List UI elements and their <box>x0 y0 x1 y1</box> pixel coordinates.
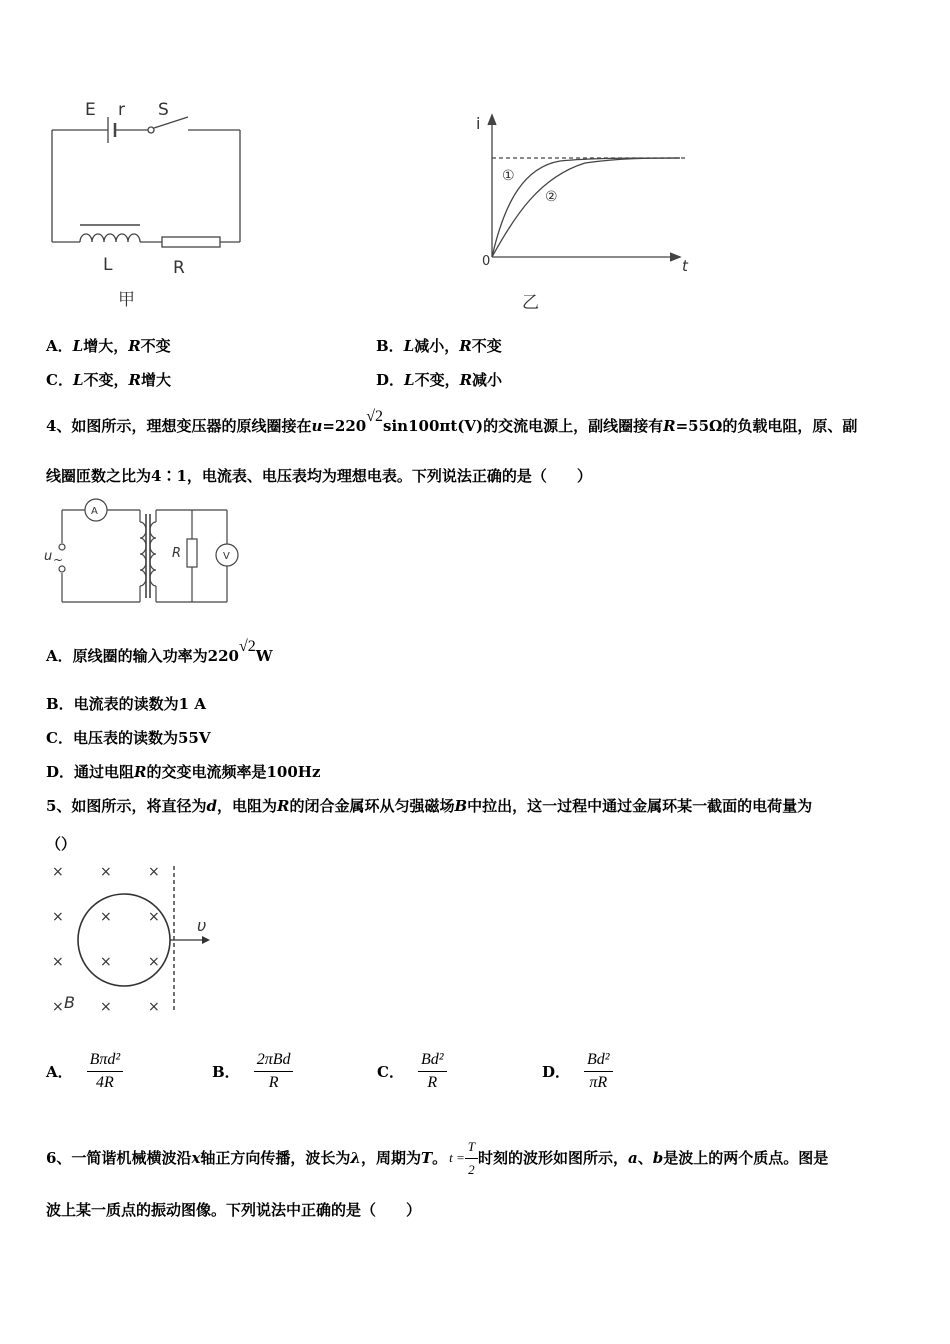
var: L <box>72 371 84 389</box>
time-equation: t = <box>449 1150 465 1165</box>
q6-stem-line1 <box>46 1136 828 1180</box>
sqrt-two: √2 <box>366 408 384 425</box>
q5-option-c[interactable] <box>377 1050 447 1093</box>
numerator: Bd² <box>584 1050 613 1072</box>
curve1-label: ① <box>502 168 515 184</box>
text: 是波上的两个质点。图是 <box>663 1149 829 1167</box>
option-letter: A． <box>46 337 73 355</box>
q4-option-b[interactable]: B．电流表的读数为1 A <box>46 695 206 713</box>
text: 时刻的波形如图所示， <box>478 1149 629 1167</box>
text: 轴正方向传播，波长为 <box>200 1149 351 1167</box>
field-cross: × <box>100 909 112 925</box>
text: 中拉出，这一过程中通过金属环某一截面的电荷量为 <box>467 797 813 815</box>
option-letter: D． <box>376 371 405 389</box>
fraction <box>254 1050 294 1093</box>
var: R <box>276 797 290 815</box>
caption-jia: 甲 <box>118 290 135 310</box>
q6-stem-line2: 波上某一质点的振动图像。下列说法中正确的是（ ） <box>46 1201 422 1219</box>
var: u <box>311 417 323 435</box>
option-letter: D． <box>542 1062 571 1081</box>
numerator: 2πBd <box>254 1050 294 1072</box>
option-text: 不变 <box>140 337 171 355</box>
axis-label-i: i <box>476 114 481 133</box>
q3-option-a[interactable] <box>46 336 171 356</box>
var: λ <box>350 1149 361 1167</box>
q4-option-a[interactable] <box>46 638 273 667</box>
option-letter: B． <box>212 1062 240 1081</box>
denominator: 2 <box>468 1161 475 1177</box>
transformer-diagram <box>40 496 250 611</box>
text: 。 <box>432 1149 448 1167</box>
var: x <box>191 1149 201 1167</box>
var: R <box>459 337 472 355</box>
var: R <box>134 763 147 781</box>
rl-circuit-diagram <box>40 95 260 315</box>
var: T <box>420 1149 433 1167</box>
field-cross: × <box>100 999 112 1015</box>
source-tilde: ~ <box>53 553 64 567</box>
voltmeter-label: V <box>223 551 230 562</box>
q5-stem-line1 <box>46 796 812 816</box>
option-letter: C． <box>377 1062 404 1081</box>
option-text: 增大， <box>83 337 129 355</box>
option-letter: C． <box>46 371 73 389</box>
axis-label-t: t <box>682 257 688 275</box>
text: 4、如图所示，理想变压器的原线圈接在 <box>46 417 312 435</box>
field-cross: × <box>52 954 64 970</box>
text: ，电阻为 <box>216 797 277 815</box>
label-S: S <box>158 100 169 120</box>
field-cross: × <box>148 999 160 1015</box>
numerator: T <box>465 1137 478 1159</box>
denominator: R <box>427 1074 438 1091</box>
q4-option-d[interactable] <box>46 762 321 782</box>
curve-2 <box>492 158 680 257</box>
text: =220 <box>322 417 367 435</box>
q4-stem-line2: 线圈匝数之比为4∶1，电流表、电压表均为理想电表。下列说法正确的是（ ） <box>46 467 592 485</box>
q4-option-c[interactable]: C．电压表的读数为55V <box>46 729 211 747</box>
var: R <box>128 371 141 389</box>
option-text: 增大 <box>140 371 171 389</box>
q3-option-c[interactable] <box>46 370 171 390</box>
q5-option-a[interactable] <box>46 1050 123 1093</box>
sqrt-two: √2 <box>238 638 256 655</box>
q5-option-b[interactable] <box>212 1050 293 1093</box>
var: a <box>628 1149 638 1167</box>
q4-stem-line1 <box>46 408 858 437</box>
current-time-graph <box>470 105 700 320</box>
var: d <box>206 797 217 815</box>
field-cross: × <box>52 909 64 925</box>
option-text: 减小， <box>414 337 460 355</box>
fraction <box>87 1050 124 1093</box>
text: 的闭合金属环从匀强磁场 <box>289 797 455 815</box>
numerator: Bd² <box>418 1050 447 1072</box>
resistor-R-label: R <box>172 546 182 561</box>
text: 、 <box>637 1149 653 1167</box>
q3-option-d[interactable] <box>376 370 502 390</box>
denominator: 4R <box>96 1074 114 1091</box>
origin-label: 0 <box>482 254 491 269</box>
field-B-label: B <box>64 993 75 1012</box>
option-text: 不变， <box>83 371 129 389</box>
var: L <box>404 371 415 389</box>
fraction <box>465 1137 478 1180</box>
option-text: 的交变电流频率是100Hz <box>146 763 321 781</box>
label-L: L <box>103 255 113 275</box>
velocity-label: υ <box>197 916 207 935</box>
caption-yi: 乙 <box>522 293 539 313</box>
text: 6、一简谐机械横波沿 <box>46 1149 192 1167</box>
field-cross: × <box>148 954 160 970</box>
q3-option-b[interactable] <box>376 336 502 356</box>
option-letter: A． <box>46 1062 73 1081</box>
text: ，周期为 <box>360 1149 421 1167</box>
field-cross: × <box>100 864 112 880</box>
option-text: D．通过电阻 <box>46 763 135 781</box>
fraction <box>418 1050 447 1093</box>
metal-ring <box>78 894 170 986</box>
text: sin100πt(V)的交流电源上，副线圈接有 <box>383 417 664 435</box>
source-u-label: u <box>44 549 53 564</box>
var: R <box>459 371 473 389</box>
curve-1 <box>492 158 680 257</box>
var: R <box>663 417 676 435</box>
field-cross: × <box>148 864 160 880</box>
option-text: A．原线圈的输入功率为220 <box>46 647 239 665</box>
option-text: 不变 <box>471 337 502 355</box>
var: R <box>128 337 141 355</box>
curve2-label: ② <box>545 189 558 205</box>
field-cross: × <box>100 954 112 970</box>
ammeter-label: A <box>91 506 98 517</box>
q5-stem-line2: （） <box>46 835 77 853</box>
magnetic-field-ring-diagram <box>40 858 230 1023</box>
label-r: r <box>118 100 125 120</box>
fraction <box>584 1050 613 1093</box>
option-text: W <box>255 647 273 665</box>
text: 5、如图所示，将直径为 <box>46 797 207 815</box>
field-cross: × <box>52 864 64 880</box>
var: b <box>652 1149 664 1167</box>
var: L <box>72 337 84 355</box>
option-letter: B． <box>376 337 404 355</box>
option-text: 减小 <box>472 371 503 389</box>
var: L <box>403 337 415 355</box>
label-E: E <box>85 100 96 120</box>
var: B <box>454 797 468 815</box>
denominator: R <box>268 1074 279 1091</box>
text: =55Ω的负载电阻，原、副 <box>675 417 858 435</box>
option-text: 不变， <box>414 371 460 389</box>
field-cross: × <box>52 999 64 1015</box>
field-cross: × <box>148 909 160 925</box>
q5-option-d[interactable] <box>542 1050 613 1093</box>
denominator: πR <box>589 1074 608 1091</box>
label-R: R <box>173 258 185 278</box>
numerator: Bπd² <box>87 1050 124 1072</box>
